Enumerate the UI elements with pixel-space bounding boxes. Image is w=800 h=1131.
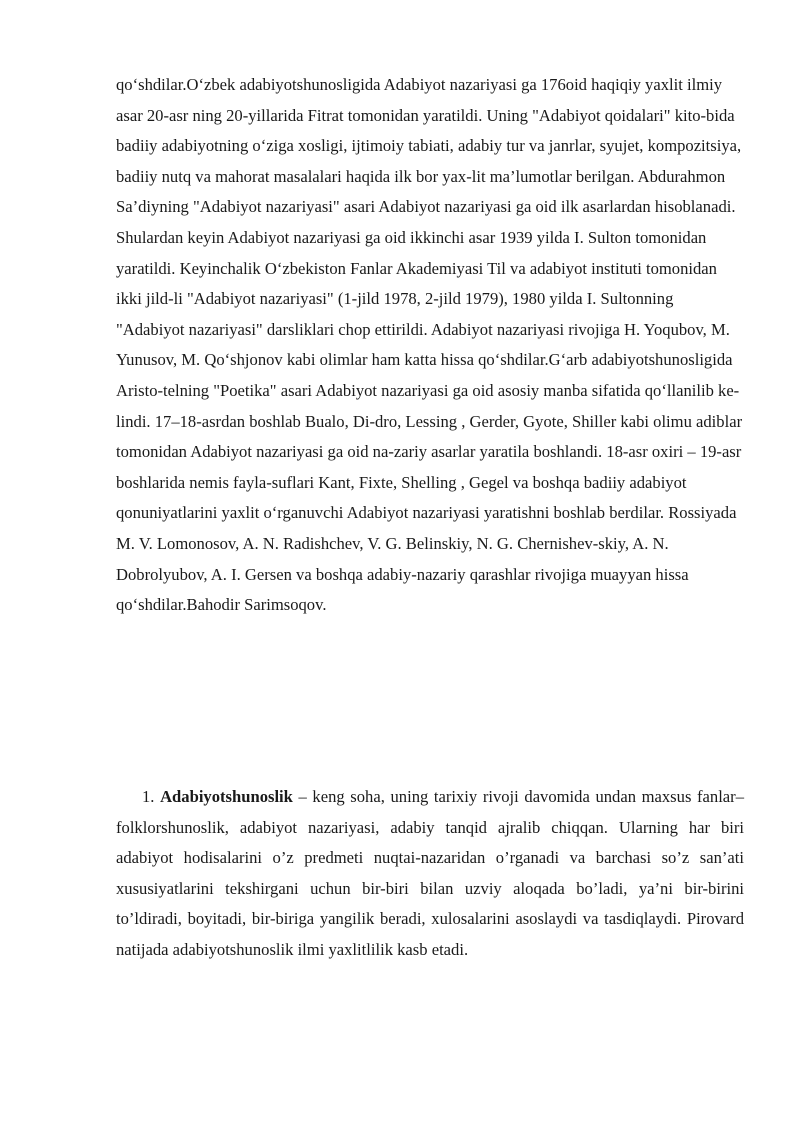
list-number: 1. <box>142 787 155 806</box>
definition-text: – keng soha, uning tarixiy rivoji davomida undan maxsus fanlar– folklorshunoslik, adabiyot nazariyasi, adabiy tanqid ajralib chiqqan. Ularning har biri adabiyot hodisalarini o’z predmeti nuqtai-nazaridan o’rganadi va barchasi so’z san’ati xususiyatlarini tekshirgani uchun bir-biri bilan uzviy aloqada bo’ladi, ya’ni bir-birini to’ldiradi, boyitadi, bir-biriga yangilik beradi, xulosalarini asoslaydi va tasdiqlaydi. Pirovard natijada adabiyotshunoslik ilmi yaxlitlilik kasb etadi. <box>116 787 745 959</box>
body-paragraph: qo‘shdilar.O‘zbek adabiyotshunosligida Adabiyot nazariyasi ga 176oid haqiqiy yaxlit ilmiy asar 20-asr ning 20-yillarida Fitrat tomonidan yaratildi. Uning "Adabiyot qoidalari" kito-bida badiiy adabiyotning o‘ziga xosligi, ijtimoiy tabiati, adabiy tur va janrlar, syujet, kompozitsiya, badiiy nutq va mahorat masalalari haqida ilk bor yax-lit ma’lumotlar berilgan. Abdurahmon Sa’diyning "Adabiyot nazariyasi" asari Adabiyot nazariyasi ga oid ilk asarlardan hisoblanadi. Shulardan keyin Adabiyot nazariyasi ga oid ikkinchi asar 1939 yilda I. Sulton tomonidan yaratildi. Keyinchalik O‘zbekiston Fanlar Akademiyasi Til va adabiyot instituti tomonidan ikki jild-li "Adabiyot nazariyasi" (1-jild 1978, 2-jild 1979), 1980 yilda I. Sultonning "Adabiyot nazariyasi" darsliklari chop ettirildi. Adabiyot nazariyasi rivojiga H. Yoqubov, M. Yunusov, M. Qo‘shjonov kabi olimlar ham katta hissa qo‘shdilar.G‘arb adabiyotshunosligida Aristo-telning "Poetika" asari Adabiyot nazariyasi ga oid asosiy manba sifatida qo‘llanilib ke-lindi. 17–18-asrdan boshlab Bualo, Di-dro, Lessing , Gerder, Gyote, Shiller kabi olimu adiblar tomonidan Adabiyot nazariyasi ga oid na-zariy asarlar yaratila boshlandi. 18-asr oxiri – 19-asr boshlarida nemis fayla-suflari Kant, Fixte, Shelling , Gegel va boshqa badiiy adabiyot qonuniyatlarini yaxlit o‘rganuvchi Adabiyot nazariyasi yaratishni boshlab berdilar. Rossiyada M. V. Lomonosov, A. N. Radishchev, V. G. Belinskiy, N. G. Chernishev-skiy, A. N. Dobrolyubov, A. I. Gersen va boshqa adabiy-nazariy qarashlar rivojiga muayyan hissa qo‘shdilar.Bahodir Sarimsoqov. <box>116 75 743 615</box>
bold-term: Adabiyotshunoslik <box>160 787 293 806</box>
numbered-paragraph <box>116 782 744 966</box>
